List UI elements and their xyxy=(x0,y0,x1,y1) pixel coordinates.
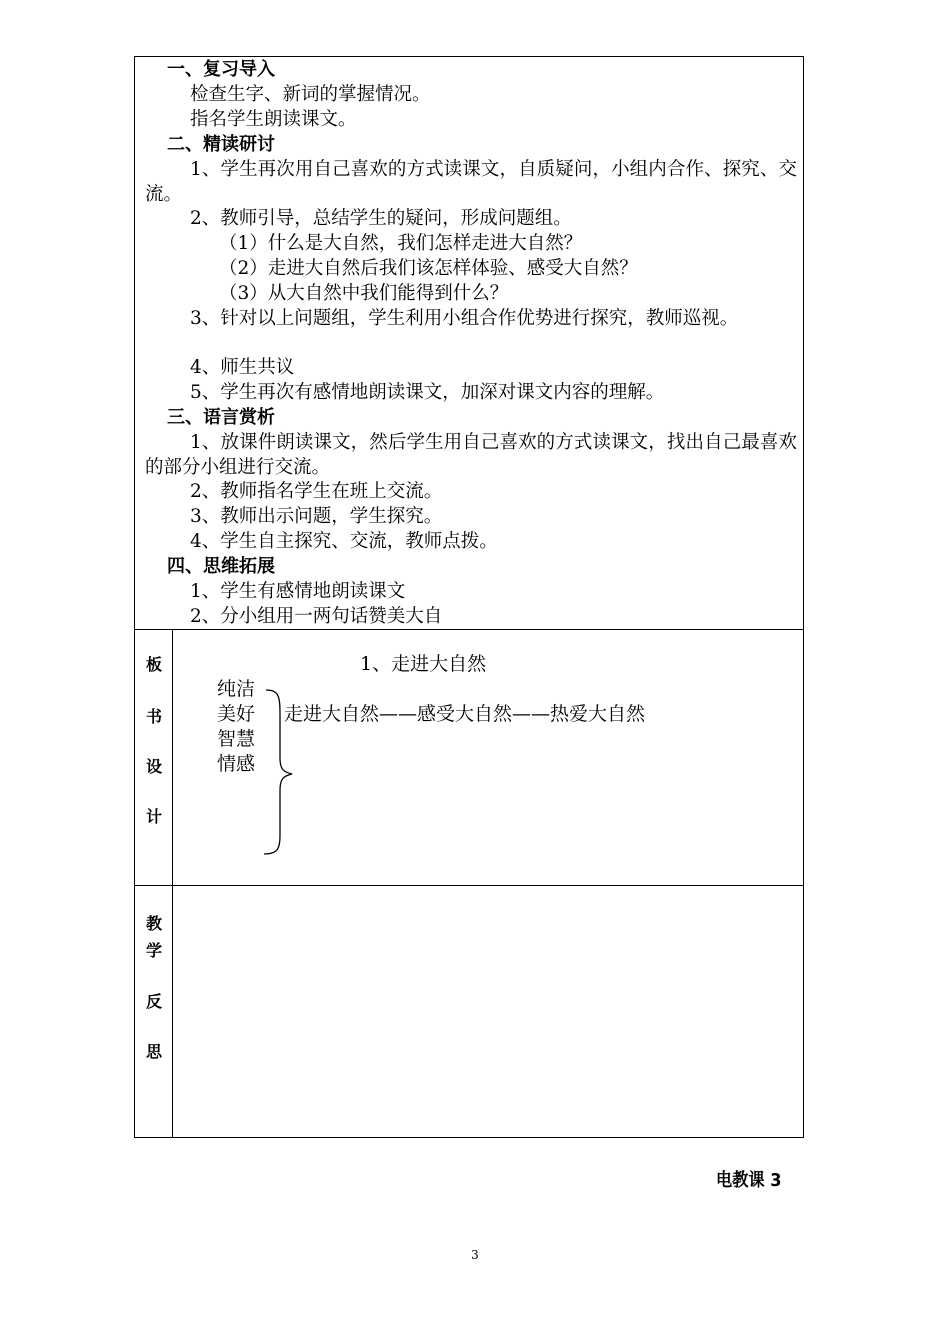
board-word: 智慧 xyxy=(217,728,256,750)
paragraph: 4、学生自主探究、交流，教师点拨。 xyxy=(190,531,498,552)
section-heading: 三、语言赏析 xyxy=(167,407,275,428)
footer-label: 电教课 3 xyxy=(716,1170,782,1191)
reflection-label-cell xyxy=(135,886,173,1138)
board-word: 纯洁 xyxy=(217,678,256,700)
reflection-row xyxy=(135,886,803,1138)
paragraph: 2、教师引导，总结学生的疑问，形成问题组。 xyxy=(190,208,572,229)
label-char: 设 xyxy=(145,757,162,776)
section-heading: 二、精读研讨 xyxy=(167,134,275,155)
question: （3）从大自然中我们能得到什么？ xyxy=(219,283,509,304)
paragraph: 指名学生朗读课文。 xyxy=(190,109,357,130)
board-title: 1、走进大自然 xyxy=(360,653,487,675)
board-design-label-cell xyxy=(135,630,173,885)
paragraph: 3、针对以上问题组，学生利用小组合作优势进行探究，教师巡视。 xyxy=(190,308,739,329)
label-char: 反 xyxy=(145,992,162,1011)
question: （2）走进大自然后我们该怎样体验、感受大自然？ xyxy=(219,258,638,279)
label-char: 计 xyxy=(145,807,162,826)
question: （1）什么是大自然，我们怎样走进大自然？ xyxy=(219,233,583,254)
paragraph: 2、教师指名学生在班上交流。 xyxy=(190,481,443,502)
paragraph: 1、学生再次用自己喜欢的方式读课文，自质疑问，小组内合作、探究、交流。 xyxy=(145,159,797,205)
label-char: 书 xyxy=(145,707,162,726)
teaching-process-cell xyxy=(135,57,803,630)
section-heading: 一、复习导入 xyxy=(167,59,275,80)
label-char: 教 xyxy=(145,914,162,933)
section-heading: 四、思维拓展 xyxy=(167,556,275,577)
paragraph: 1、学生有感情地朗读课文 xyxy=(190,581,406,602)
paragraph: 4、师生共议 xyxy=(190,357,295,378)
paragraph: 检查生字、新词的掌握情况。 xyxy=(190,84,431,105)
board-word: 美好 xyxy=(217,703,256,725)
paragraph: 3、教师出示问题，学生探究。 xyxy=(190,506,443,527)
board-design-row xyxy=(135,630,803,886)
page-number: 3 xyxy=(471,1248,479,1262)
paragraph: 2、分小组用一两句话赞美大自 xyxy=(190,606,443,627)
label-char: 学 xyxy=(145,941,162,960)
board-word: 情感 xyxy=(217,753,256,775)
label-char: 板 xyxy=(145,655,162,674)
paragraph: 1、放课件朗读课文，然后学生用自己喜欢的方式读课文，找出自己最喜欢的部分小组进行交流。 xyxy=(145,432,797,478)
lesson-plan-table xyxy=(134,56,804,1138)
paragraph: 5、学生再次有感情地朗读课文，加深对课文内容的理解。 xyxy=(190,382,665,403)
label-char: 思 xyxy=(145,1042,162,1061)
board-flow: 走进大自然——感受大自然——热爱大自然 xyxy=(284,703,646,725)
